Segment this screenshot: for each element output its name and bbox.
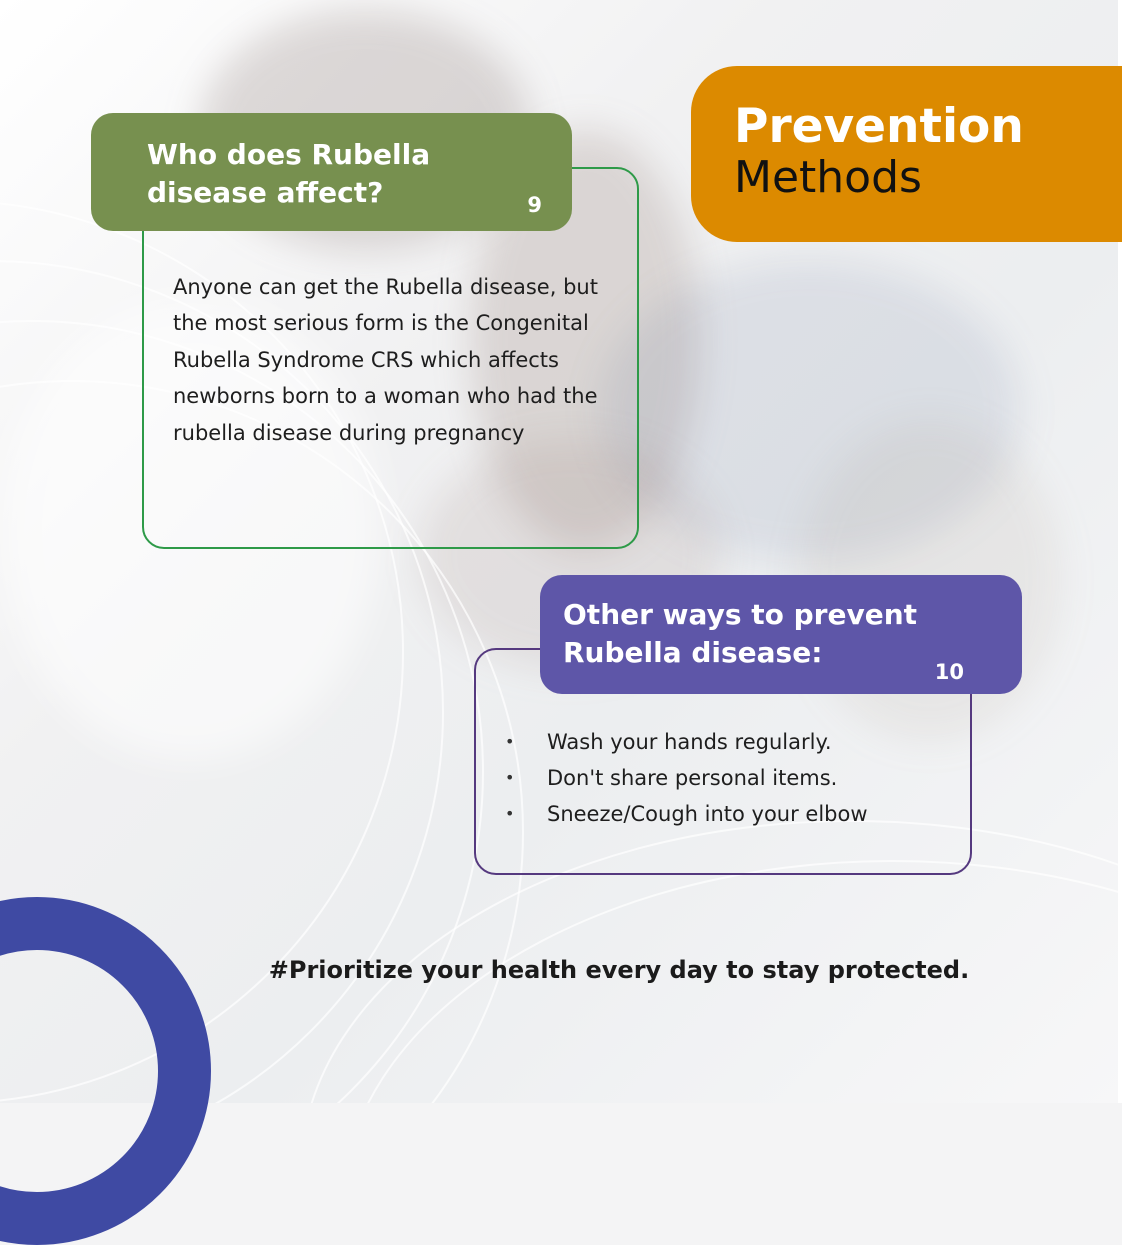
- who-affected-title-line1: Who does Rubella: [147, 138, 431, 171]
- other-ways-card-number: 10: [934, 660, 964, 684]
- list-item: [500, 724, 970, 760]
- list-item-text: Wash your hands regularly.: [547, 730, 832, 754]
- other-ways-title-line2: Rubella disease:: [563, 636, 823, 669]
- title-badge: [691, 66, 1122, 242]
- list-item-text: Sneeze/Cough into your elbow: [547, 802, 868, 826]
- list-item: [500, 760, 970, 796]
- who-affected-body-text: Anyone can get the Rubella disease, but the most serious form is the Congenital Rubella Syndrome CRS which affects newborns born to a woman who had the rubella disease during pregnancy: [173, 275, 598, 445]
- bullet-icon: •: [505, 768, 515, 787]
- bullet-icon: •: [505, 804, 515, 823]
- prevention-list: [500, 724, 970, 832]
- footer-tagline: #Prioritize your health every day to stay protected.: [268, 956, 970, 984]
- other-ways-card-header: [540, 575, 1022, 694]
- title-sub: Methods: [734, 152, 922, 203]
- bullet-icon: •: [505, 732, 515, 751]
- title-main: Prevention: [734, 99, 1024, 154]
- list-item-text: Don't share personal items.: [547, 766, 838, 790]
- who-affected-title-line2: disease affect?: [147, 176, 384, 209]
- other-ways-title-line1: Other ways to prevent: [563, 598, 918, 631]
- list-item: [500, 796, 970, 832]
- who-affected-card-number: 9: [527, 193, 542, 217]
- who-affected-card-header: [91, 113, 572, 231]
